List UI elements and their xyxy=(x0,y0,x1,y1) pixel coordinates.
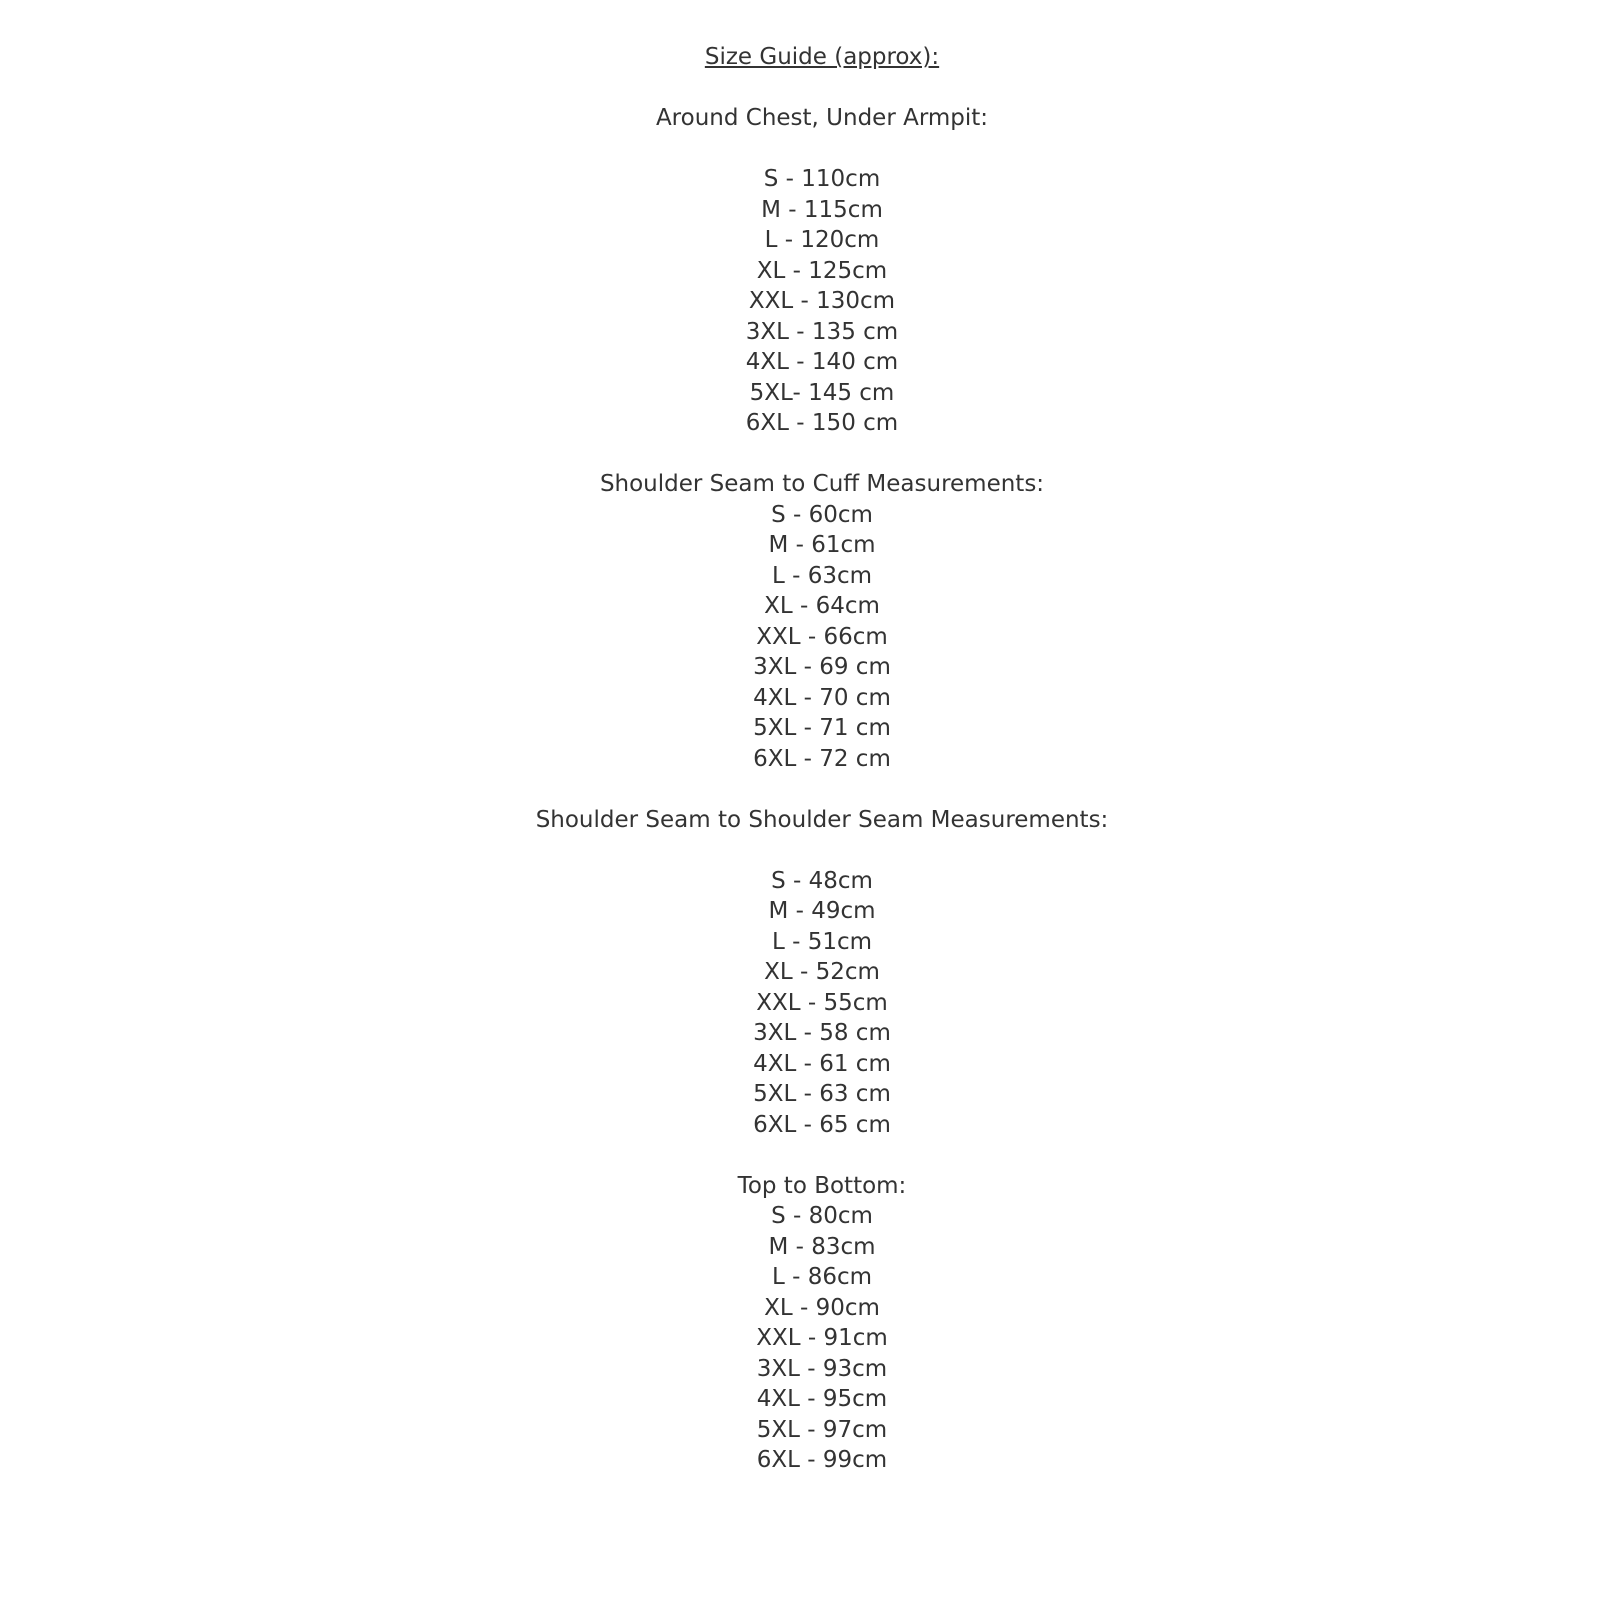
size-item: 4XL - 95cm xyxy=(756,1386,888,1412)
size-item: 3XL - 93cm xyxy=(756,1355,888,1382)
size-item: M - 61cm xyxy=(768,532,876,558)
size-item: 6XL - 99cm xyxy=(756,1447,888,1473)
size-item: 6XL - 65 cm xyxy=(753,1111,891,1138)
size-item: XXL - 55cm xyxy=(756,989,888,1016)
size-item: S - 110cm xyxy=(763,166,881,192)
size-item: XXL - 66cm xyxy=(756,623,888,650)
size-item: L - 63cm xyxy=(771,562,873,589)
page-title: Size Guide (approx): xyxy=(704,44,940,70)
size-item: 4XL - 140 cm xyxy=(745,349,899,375)
section-header: Top to Bottom: xyxy=(737,1172,907,1199)
size-item: XL - 90cm xyxy=(764,1294,880,1321)
size-item: S - 48cm xyxy=(771,867,873,894)
section-items xyxy=(44,1201,1600,1476)
size-section xyxy=(44,469,1600,774)
size-item: 3XL - 69 cm xyxy=(753,654,891,680)
size-item: 6XL - 150 cm xyxy=(745,410,899,436)
size-item: L - 51cm xyxy=(771,928,873,955)
size-item: S - 80cm xyxy=(771,1203,873,1229)
size-item: L - 120cm xyxy=(764,227,880,253)
size-item: 5XL- 145 cm xyxy=(749,379,895,406)
size-item: XL - 64cm xyxy=(764,593,880,619)
section-items xyxy=(44,164,1600,439)
size-item: S - 60cm xyxy=(771,501,873,528)
size-item: 6XL - 72 cm xyxy=(753,745,891,772)
section-items xyxy=(44,866,1600,1141)
section-header: Shoulder Seam to Shoulder Seam Measurements: xyxy=(535,806,1109,833)
section-header: Around Chest, Under Armpit: xyxy=(655,105,989,131)
size-section xyxy=(44,805,1600,1141)
size-item: M - 83cm xyxy=(768,1233,876,1260)
size-item: 3XL - 58 cm xyxy=(753,1020,891,1046)
size-item: 3XL - 135 cm xyxy=(745,318,899,345)
size-item: M - 49cm xyxy=(768,898,876,924)
section-items xyxy=(44,500,1600,775)
size-item: XL - 125cm xyxy=(756,257,888,284)
size-section xyxy=(44,103,1600,439)
size-item: M - 115cm xyxy=(761,196,883,223)
size-item: 5XL - 63 cm xyxy=(753,1081,891,1107)
size-item: 4XL - 61 cm xyxy=(753,1050,891,1077)
size-item: 5XL - 97cm xyxy=(756,1416,888,1443)
section-header: Shoulder Seam to Cuff Measurements: xyxy=(599,471,1045,497)
size-item: XXL - 91cm xyxy=(756,1325,888,1351)
size-item: XXL - 130cm xyxy=(748,288,896,314)
size-item: L - 86cm xyxy=(771,1264,873,1290)
size-item: 5XL - 71 cm xyxy=(753,715,891,741)
size-section xyxy=(44,1171,1600,1476)
size-item: XL - 52cm xyxy=(764,959,880,985)
size-item: 4XL - 70 cm xyxy=(753,684,891,711)
sections-container xyxy=(44,103,1600,1476)
